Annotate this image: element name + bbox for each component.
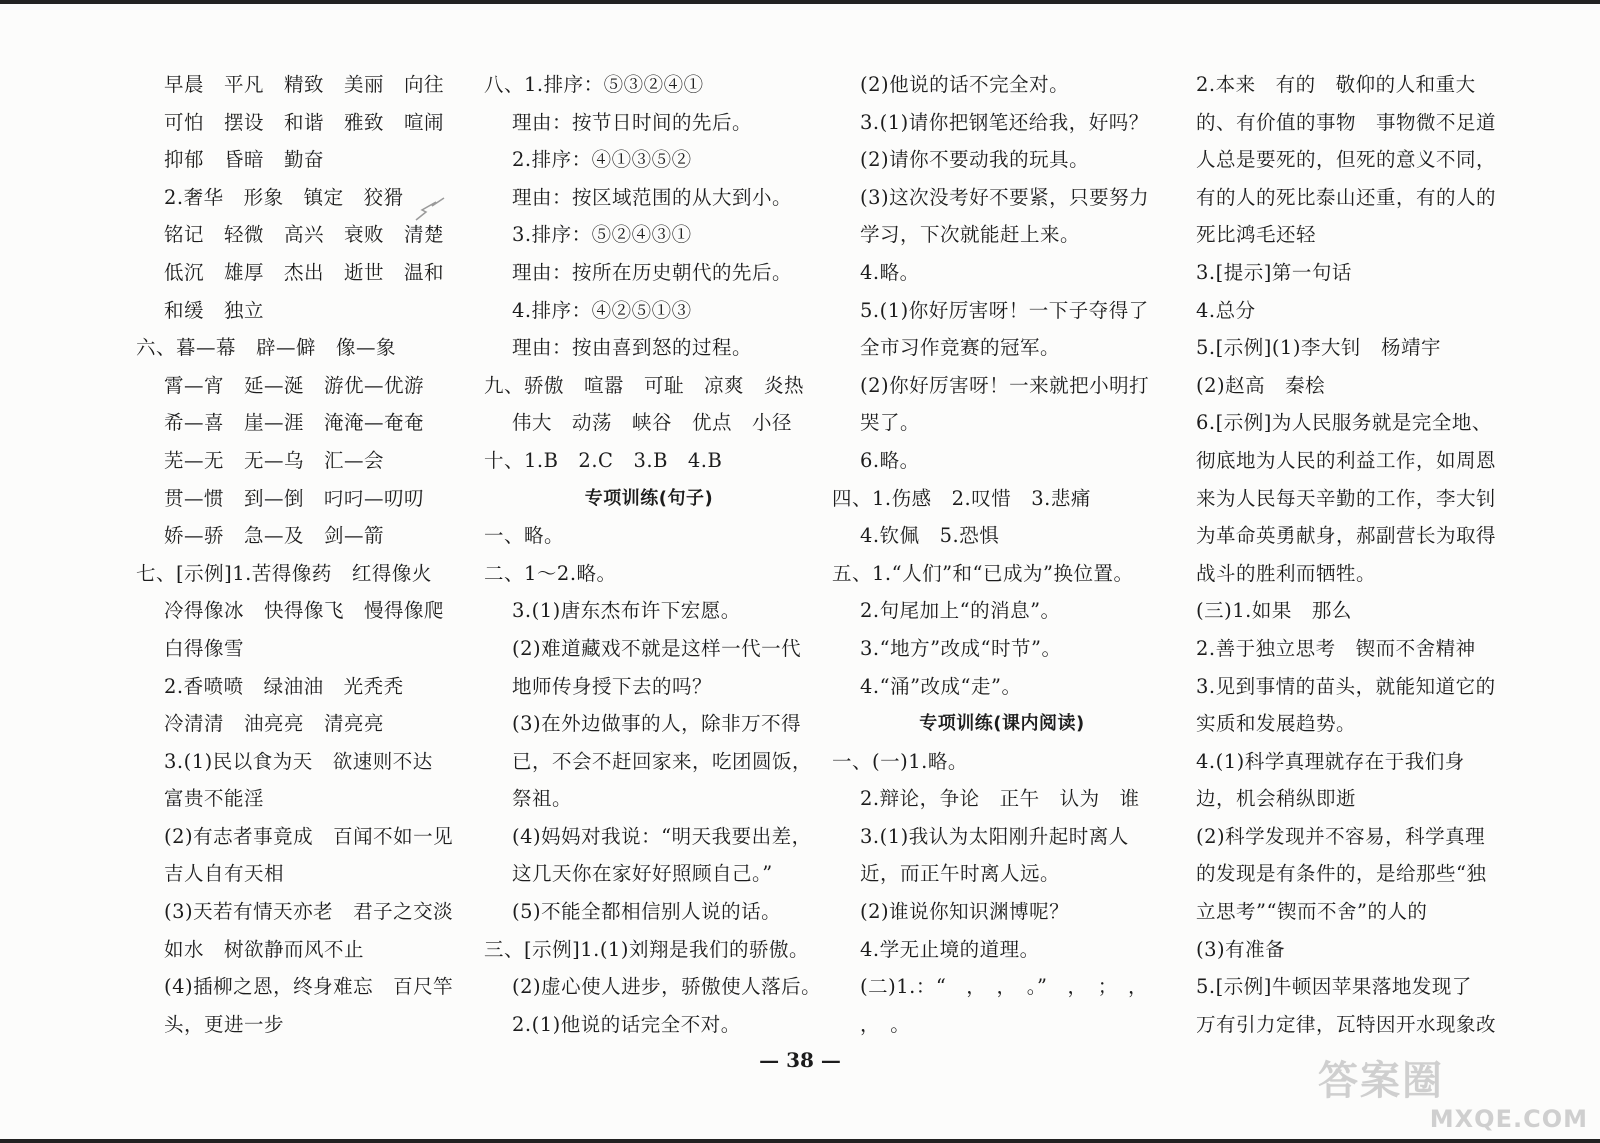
answer-line: 五、1.“人们”和“已成为”换位置。 [832, 561, 1134, 585]
answer-line: (2)你好厉害呀！一来就把小明打 [860, 373, 1150, 397]
answer-line: 的、有价值的事物 事物微不足道 [1196, 110, 1497, 134]
answer-line: 为革命英勇献身，郝副营长为取得 [1196, 524, 1497, 548]
answer-line: (4)插柳之恩，终身难忘 百尺竿 [164, 975, 454, 999]
answer-line: 希—喜 崖—涯 淹淹—奄奄 [164, 411, 425, 435]
watermark-text-en: MXQE.COM [1429, 1105, 1588, 1133]
answer-line: 理由：按区域范围的从大到小。 [512, 185, 793, 209]
answer-line: 如水 树欲静而风不止 [164, 937, 365, 961]
answer-line: (2)科学发现并不容易，科学真理 [1196, 824, 1486, 848]
answer-line: 冷得像冰 快得像飞 慢得像爬 [164, 599, 445, 623]
answer-line: 彻底地为人民的利益工作，如周恩 [1196, 448, 1497, 472]
answer-line: (4)妈妈对我说：“明天我要出差， [512, 824, 812, 848]
answer-line: 白得像雪 [164, 636, 245, 660]
answer-line: 全市习作竞赛的冠军。 [860, 336, 1061, 360]
answer-line: 3.(1)请你把钢笔还给我，好吗？ [860, 110, 1149, 134]
answer-line: 3.(1)唐东杰布许下宏愿。 [512, 599, 741, 623]
answer-line: (三)1.如果 那么 [1196, 599, 1352, 623]
answer-line: 万有引力定律，瓦特因开水现象改 [1196, 1012, 1497, 1036]
answer-line: (2)请你不要动我的玩具。 [860, 148, 1090, 172]
answer-line: 三、[示例]1.(1)刘翔是我们的骄傲。 [484, 937, 809, 961]
answer-line: 可怕 摆设 和谐 雅致 喧闹 [164, 110, 445, 134]
answer-line: 3.排序：⑤②④③① [512, 223, 692, 247]
answer-line: 低沉 雄厚 杰出 逝世 温和 [164, 260, 445, 284]
answer-line: 死比鸿毛还轻 [1196, 223, 1317, 247]
answer-line: 3.[提示]第一句话 [1196, 260, 1352, 284]
answer-line: 地师传身授下去的吗？ [512, 674, 713, 698]
answer-line: (3)这次没考好不要紧，只要努力 [860, 185, 1150, 209]
answer-line: 4.总分 [1196, 298, 1256, 322]
answer-line: (3)有准备 [1196, 937, 1286, 961]
top-rule [0, 0, 1600, 4]
watermark-text-cn: 答案圈 [1318, 1058, 1444, 1104]
answer-line: 有的人的死比泰山还重，有的人的 [1196, 185, 1497, 209]
answer-line: 冷清清 油亮亮 清亮亮 [164, 712, 385, 736]
answer-line: 2.(1)他说的话完全不对。 [512, 1012, 741, 1036]
answer-column-2 [484, 66, 822, 1043]
answer-line: 6.[示例]为人民服务就是完全地、 [1196, 411, 1492, 435]
answer-line: 哭了。 [860, 411, 921, 435]
answer-line: 一、略。 [484, 524, 565, 548]
answer-line: (二)1.：“ ， ， 。” ， ； ， [860, 975, 1149, 999]
answer-line: 实质和发展趋势。 [1196, 712, 1357, 736]
answer-line: 伟大 动荡 峡谷 优点 小径 [512, 411, 793, 435]
answer-line: (3)在外边做事的人，除非万不得 [512, 712, 802, 736]
answer-line: 6.略。 [860, 448, 920, 472]
answer-line: 一、(一)1.略。 [832, 749, 968, 773]
answer-line: 和缓 独立 [164, 298, 265, 322]
answer-line: 3.(1)我认为太阳刚升起时离人 [860, 824, 1129, 848]
answer-line: (2)虚心使人进步，骄傲使人落后。 [512, 975, 822, 999]
answer-line: 2.香喷喷 绿油油 光秃秃 [164, 674, 404, 698]
answer-line: 战斗的胜利而牺牲。 [1196, 561, 1377, 585]
answer-column-4 [1196, 66, 1536, 1043]
answer-line: 四、1.伤感 2.叹惜 3.悲痛 [832, 486, 1091, 510]
section-heading: 专项训练(课内阅读) [919, 713, 1085, 735]
answer-line: (5)不能全都相信别人说的话。 [512, 900, 782, 924]
answer-line: 2.辩论，争论 正午 认为 谁 [860, 787, 1140, 811]
answer-line: 3.“地方”改成“时节”。 [860, 636, 1062, 660]
answer-line: (2)他说的话不完全对。 [860, 73, 1070, 96]
answer-line: 5.(1)你好厉害呀！一下子夺得了 [860, 298, 1149, 322]
answer-line: (2)谁说你知识渊博呢？ [860, 900, 1070, 924]
answer-line: 九、骄傲 喧嚣 可耻 凉爽 炎热 [484, 373, 805, 397]
answer-line: 八、1.排序：⑤③②④① [484, 73, 704, 96]
answer-line: 早晨 平凡 精致 美丽 向往 [164, 73, 445, 96]
answer-column-3 [832, 66, 1172, 1043]
answer-line: 抑郁 昏暗 勤奋 [164, 148, 325, 172]
answer-line: 七、[示例]1.苦得像药 红得像火 [136, 561, 432, 585]
answer-line: 4.“涌”改成“走”。 [860, 674, 1022, 698]
answer-line: 5.[示例](1)李大钊 杨靖宇 [1196, 336, 1441, 360]
answer-line: 贯—惯 到—倒 叼叼—叨叨 [164, 486, 425, 510]
answer-line: 近，而正午时离人远。 [860, 862, 1061, 886]
answer-line: 这几天你在家好好照顾自己。” [512, 862, 773, 886]
answer-line: 4.排序：④②⑤①③ [512, 298, 692, 322]
answer-line: 六、暮—幕 辟—僻 像—象 [136, 336, 397, 360]
answer-line: 5.[示例]牛顿因苹果落地发现了 [1196, 975, 1472, 999]
answer-column-1 [136, 66, 456, 1043]
answer-line: 霄—宵 延—涎 游优—优游 [164, 373, 425, 397]
answer-line: 2.句尾加上“的消息”。 [860, 599, 1061, 623]
answer-line: 来为人民每天辛勤的工作，李大钊 [1196, 486, 1497, 510]
answer-line: (3)天若有情天亦老 君子之交淡 [164, 900, 454, 924]
answer-line: 祭祖。 [512, 787, 573, 811]
answer-line: 二、1～2.略。 [484, 561, 617, 585]
answer-line: 富贵不能淫 [164, 787, 265, 811]
answer-line: 边，机会稍纵即逝 [1196, 787, 1357, 811]
answer-line: 4.略。 [860, 260, 920, 284]
answer-line: ， 。 [860, 1012, 911, 1036]
answer-line: 3.见到事情的苗头，就能知道它的 [1196, 674, 1496, 698]
answer-line: 十、1.B 2.C 3.B 4.B [484, 448, 723, 472]
page-number: — 38 — [759, 1048, 841, 1072]
answer-line: 4.(1)科学真理就存在于我们身 [1196, 749, 1465, 773]
bottom-rule [0, 1139, 1600, 1143]
answer-line: (2)赵高 秦桧 [1196, 373, 1326, 397]
answer-line: 已，不会不赶回家来，吃团圆饭， [512, 749, 813, 773]
answer-line: 立思考”“锲而不舍”的人的 [1196, 900, 1428, 924]
site-watermark-logo [1318, 1058, 1598, 1142]
answer-line: 铭记 轻微 高兴 衰败 清楚 [164, 223, 445, 247]
answer-line: (2)难道藏戏不就是这样一代一代 [512, 636, 802, 660]
scan-smudge [412, 190, 452, 230]
answer-line: 吉人自有天相 [164, 862, 285, 886]
answer-line: 娇—骄 急—及 剑—箭 [164, 524, 385, 548]
answer-line: 4.钦佩 5.恐惧 [860, 524, 1000, 548]
answer-line: 人总是要死的，但死的意义不同， [1196, 148, 1497, 172]
answer-line: 的发现是有条件的，是给那些“独 [1196, 862, 1487, 886]
answer-line: 学习，下次就能赶上来。 [860, 223, 1081, 247]
answer-line: 2.善于独立思考 锲而不舍精神 [1196, 636, 1476, 660]
answer-line: (2)有志者事竟成 百闻不如一见 [164, 824, 454, 848]
answer-line: 2.排序：④①③⑤② [512, 148, 692, 172]
answer-line: 理由：按由喜到怒的过程。 [512, 336, 753, 360]
answer-line: 2.本来 有的 敬仰的人和重大 [1196, 73, 1476, 96]
answer-line: 理由：按所在历史朝代的先后。 [512, 260, 793, 284]
section-heading: 专项训练(句子) [584, 487, 714, 509]
answer-line: 头，更进一步 [164, 1012, 285, 1036]
answer-line: 理由：按节日时间的先后。 [512, 110, 753, 134]
answer-line: 3.(1)民以食为天 欲速则不达 [164, 749, 433, 773]
answer-line: 4.学无止境的道理。 [860, 937, 1040, 961]
answer-line: 2.奢华 形象 镇定 狡猾 [164, 185, 404, 209]
answer-line: 芜—无 无—乌 汇—会 [164, 448, 385, 472]
